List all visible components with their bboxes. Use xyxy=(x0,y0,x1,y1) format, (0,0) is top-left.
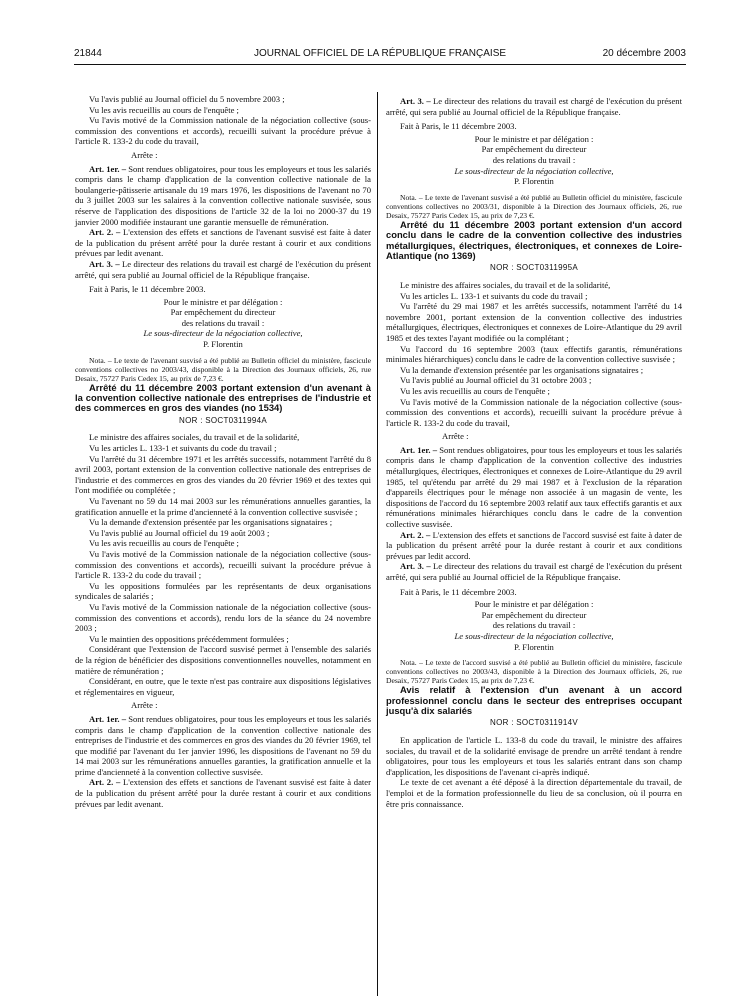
paragraph: Vu les articles L. 133-1 et suivants du code du travail ; xyxy=(89,443,277,454)
article-3 xyxy=(386,561,682,582)
page-number: 21844 xyxy=(74,48,102,59)
article-3 xyxy=(386,96,682,117)
signature-line: Par empêchement du directeur xyxy=(170,307,276,318)
article-1 xyxy=(386,445,682,530)
article-label: Art. 2. – xyxy=(400,529,431,540)
nor-reference: NOR : SOCT0311994A xyxy=(179,415,267,425)
article-text: Le directeur des relations du travail est chargé de l'exécution du présent arrêté, qui sera publié au Journal officiel de la République française. xyxy=(386,561,682,582)
signature-line: Pour le ministre et par délégation : xyxy=(474,599,594,610)
left-column xyxy=(75,94,371,809)
section-title: Arrêté du 11 décembre 2003 portant extension d'un accord conclu dans le cadre de la convention collective des industries métallurgiques, électriques, électroniques, et connexes de Loire-Atlantique (no 1369) xyxy=(386,218,682,261)
article-1 xyxy=(75,164,371,228)
article-text: L'extension des effets et sanctions de l'accord susvisé est faite à dater de la publication du présent arrêté pour la durée restant à courir et aux conditions prévues par ledit accord. xyxy=(386,529,682,561)
signature-line: Pour le ministre et par délégation : xyxy=(474,133,594,144)
article-label: Art. 2. – xyxy=(89,227,121,238)
signature-line: des relations du travail : xyxy=(492,154,576,165)
column-separator xyxy=(377,92,378,996)
paragraph: Vu l'avis motivé de la Commission nationale de la négociation collective (sous-commission des conventions et accords), rendu lors de la séance du 24 novembre 2003 ; xyxy=(75,601,371,634)
paragraph: Vu les oppositions formulées par les représentants de deux organisations syndicales de salariés ; xyxy=(75,580,371,602)
signature-role: Le sous-directeur de la négociation collective, xyxy=(454,165,614,176)
signature-line: des relations du travail : xyxy=(181,317,265,328)
signature-role: Le sous-directeur de la négociation collective, xyxy=(454,630,614,641)
article-label: Art. 3. – xyxy=(89,258,120,269)
paragraph: Vu les avis recueillis au cours de l'enquête ; xyxy=(89,104,239,115)
right-column xyxy=(386,96,682,809)
paragraph: Vu l'arrêté du 31 décembre 1971 et les arrêtés successifs, notamment l'arrêté du 8 avril 2003, portant extension de la convention collective nationale des entreprises de l'industrie et des commerces en gros des viandes du 20 février 1969 et des textes qui l'ont modifiée ou complétée ; xyxy=(75,453,371,496)
article-label: Art. 2. – xyxy=(89,777,121,788)
issue-date: 20 décembre 2003 xyxy=(602,48,686,59)
arrete-label: Arrête : xyxy=(131,700,158,711)
paragraph: Vu l'accord du 16 septembre 2003 (taux effectifs garantis, rémunérations minimales hiérarchiques) conclu dans le cadre de la convention collective susvisée ; xyxy=(386,343,682,365)
paragraph: Le texte de cet avenant a été déposé à la direction départementale du travail, de l'emploi et de la formation professionnelle du lieu de sa conclusion, où il pourra en être pris connaissance. xyxy=(386,777,682,809)
paragraph: Vu les avis recueillis au cours de l'enquête ; xyxy=(400,385,550,396)
signature-block xyxy=(386,134,682,187)
article-label: Art. 1er. – xyxy=(89,163,127,174)
journal-title: JOURNAL OFFICIEL DE LA RÉPUBLIQUE FRANÇAISE xyxy=(253,48,507,59)
paragraph: Vu la demande d'extension présentée par les organisations signataires ; xyxy=(89,517,333,528)
article-text: Sont rendues obligatoires, pour tous les employeurs et tous les salariés compris dans le champ d'application de la convention collective des industries métallurgiques, électriques, électroniques et connexes de Loire-Atlantique du 29 avril 1985, tel qu'étendu par arrêté du 29 mai 1987 et à l'exclusion de la réparation d'appareils électriques pour le ménage non associée à un magasin de vente, les dispositions de l'accord du 16 septembre 2003 relatif aux taux effectifs garantis et aux rémunérations minimales hiérarchiques conclu dans le cadre de la convention collective susvisée. xyxy=(386,444,682,530)
nota: Nota. – Le texte de l'avenant susvisé a été publié au Bulletin officiel du ministère, fascicule conventions collectives no 2003/43, disponible à la Direction des Journaux officiels, 26, rue Desaix, 75727 Paris Cedex 15, au prix de 7,23 €. xyxy=(75,355,371,383)
paragraph: Vu l'avis publié au Journal officiel du 5 novembre 2003 ; xyxy=(89,94,285,104)
signature-line: Par empêchement du directeur xyxy=(481,144,587,155)
paragraph: Vu la demande d'extension présentée par les organisations signataires ; xyxy=(400,364,644,375)
article-1 xyxy=(75,714,371,778)
article-label: Art. 1er. – xyxy=(89,713,127,724)
paragraph: Vu l'avenant no 59 du 14 mai 2003 sur les rémunérations annuelles garanties, la gratification annuelle et la prime d'ancienneté à la convention collective susvisée ; xyxy=(75,496,371,517)
section-title: Avis relatif à l'extension d'un avenant à un accord professionnel conclu dans le secteur des entreprises occupant jusqu'à dix salariés xyxy=(386,684,682,716)
paragraph: Vu l'arrêté du 29 mai 1987 et les arrêtés successifs, notamment l'arrêté du 14 novembre 2001, portant extension de la convention collective des industries métallurgiques, électriques, électroniques et connexes de Loire-Atlantique du 29 avril 1985 et des textes l'ayant modifiée ou la complétant ; xyxy=(386,301,682,343)
article-2 xyxy=(386,530,682,562)
article-text: Le directeur des relations du travail est chargé de l'exécution du présent arrêté, qui sera publié au Journal officiel de la République française. xyxy=(75,258,371,280)
signature-date: Fait à Paris, le 11 décembre 2003. xyxy=(400,121,517,132)
signatory-name: P. Florentin xyxy=(514,176,554,187)
article-text: Sont rendues obligatoires, pour tous les employeurs et tous les salariés compris dans le champ d'application de la convention collective nationale de la boulangerie-pâtisserie artisanale du 19 mars 1976, les dispositions de l'avenant no 70 du 3 juillet 2003 sur les salaires à la convention collective nationale susvisée, sous réserve de l'application des dispositions de l'article 32 de la loi no 2000-37 du 19 janvier 2000 modifiée instaurant une garantie mensuelle de rémunération. xyxy=(75,163,371,227)
nota: Nota. – Le texte de l'accord susvisé a été publié au Bulletin officiel du ministère, fascicule conventions collectives no 2003/43, disponible à la Direction des Journaux officiels, 26, rue Desaix, 75727 Paris Cedex 15, au prix de 7,23 €. xyxy=(386,658,682,686)
section-title: Arrêté du 11 décembre 2003 portant extension d'un avenant à la convention collective nationale des entreprises de l'industrie et des commerces en gros des viandes (no 1534) xyxy=(75,381,371,414)
signature-line: des relations du travail : xyxy=(492,620,576,631)
signature-date: Fait à Paris, le 11 décembre 2003. xyxy=(400,586,517,597)
paragraph: Vu l'avis motivé de la Commission nationale de la négociation collective (sous-commission des conventions et accords), recueilli suivant la procédure prévue à l'article R. 133-2 du code du travail, xyxy=(75,115,371,147)
signature-line: Par empêchement du directeur xyxy=(481,609,587,620)
signature-block xyxy=(386,599,682,652)
article-text: L'extension des effets et sanctions de l'avenant susvisé est faite à dater de la publication du présent arrêté pour la durée restant à courir et aux conditions prévues par ledit avenant. xyxy=(75,777,371,809)
signature-line: Pour le ministre et par délégation : xyxy=(163,296,283,307)
header-rule xyxy=(74,64,686,65)
arrete-label: Arrête : xyxy=(131,149,158,160)
article-label: Art. 3. – xyxy=(400,561,431,572)
article-2 xyxy=(75,777,371,809)
article-3 xyxy=(75,259,371,280)
signature-role: Le sous-directeur de la négociation collective, xyxy=(143,328,303,339)
nor-reference: NOR : SOCT0311995A xyxy=(490,263,578,273)
signature-block xyxy=(75,297,371,350)
paragraph: Le ministre des affaires sociales, du travail et de la solidarité, xyxy=(89,432,300,443)
paragraph: Considérant, en outre, que le texte n'est pas contraire aux dispositions législatives et réglementaires en vigueur, xyxy=(75,676,371,697)
paragraph: Vu l'avis motivé de la Commission nationale de la négociation collective (sous-commission des conventions et accords), recueilli suivant la procédure prévue à l'article R. 133-2 du code du travail, xyxy=(386,396,682,428)
signature-date: Fait à Paris, le 11 décembre 2003. xyxy=(89,284,206,295)
arrete-label: Arrête : xyxy=(442,431,469,442)
paragraph: Vu l'avis publié au Journal officiel du 31 octobre 2003 ; xyxy=(400,375,592,386)
paragraph: Vu l'avis motivé de la Commission nationale de la négociation collective (sous-commission des conventions et accords), recueilli suivant la procédure prévue à l'article R. 133-2 du code du travail ; xyxy=(75,549,371,581)
paragraph: Considérant que l'extension de l'accord susvisé permet à l'ensemble des salariés de la région de bénéficier des dispositions conventionnelles nouvelles, notamment en matière de rémunération ; xyxy=(75,644,371,676)
paragraph: Vu les articles L. 133-1 et suivants du code du travail ; xyxy=(400,290,588,301)
article-label: Art. 3. – xyxy=(400,96,431,106)
article-label: Art. 1er. – xyxy=(400,444,438,455)
page-header xyxy=(74,48,686,64)
article-text: Sont rendues obligatoires, pour tous les employeurs et tous les salariés compris dans le champ d'application de la convention collective nationale des entreprises de l'industrie et des commerces en gros des viandes du 20 février 1969, tel que modifié par l'avenant du 1er janvier 1996, les dispositions de l'avenant no 59 du 14 mai 2003 sur les rémunérations annuelles garanties, la gratification annuelle et la prime d'ancienneté à la convention collective susvisée. xyxy=(75,713,371,777)
paragraph: Vu le maintien des oppositions précédemment formulées ; xyxy=(89,633,289,644)
nota: Nota. – Le texte de l'avenant susvisé a été publié au Bulletin officiel du ministère, fascicule conventions collectives no 2003/31, disponible à la Direction des Journaux officiels, 26, rue Desaix, 75727 Paris Cedex 15, au prix de 7,23 €. xyxy=(386,192,682,220)
signatory-name: P. Florentin xyxy=(514,641,554,652)
article-2 xyxy=(75,227,371,259)
article-text: L'extension des effets et sanctions de l'avenant susvisé est faite à dater de la publication du présent arrêté pour la durée restant à courir et aux conditions prévues par ledit avenant. xyxy=(75,227,371,259)
signatory-name: P. Florentin xyxy=(203,339,243,350)
nor-reference: NOR : SOCT0311914V xyxy=(490,718,578,728)
paragraph: En application de l'article L. 133-8 du code du travail, le ministre des affaires sociales, du travail et de la solidarité envisage de prendre un arrêté tendant à rendre obligatoires, pour tous les employeurs et tous les salariés entrant dans son champ d'application, les dispositions de l'avenant ci-après indiqué. xyxy=(386,734,682,777)
paragraph: Vu les avis recueillis au cours de l'enquête ; xyxy=(89,538,239,549)
paragraph: Vu l'avis publié au Journal officiel du 19 août 2003 ; xyxy=(89,527,270,538)
paragraph: Le ministre des affaires sociales, du travail et de la solidarité, xyxy=(400,279,611,290)
article-text: Le directeur des relations du travail est chargé de l'exécution du présent arrêté, qui sera publié au Journal officiel de la République française. xyxy=(386,96,682,117)
